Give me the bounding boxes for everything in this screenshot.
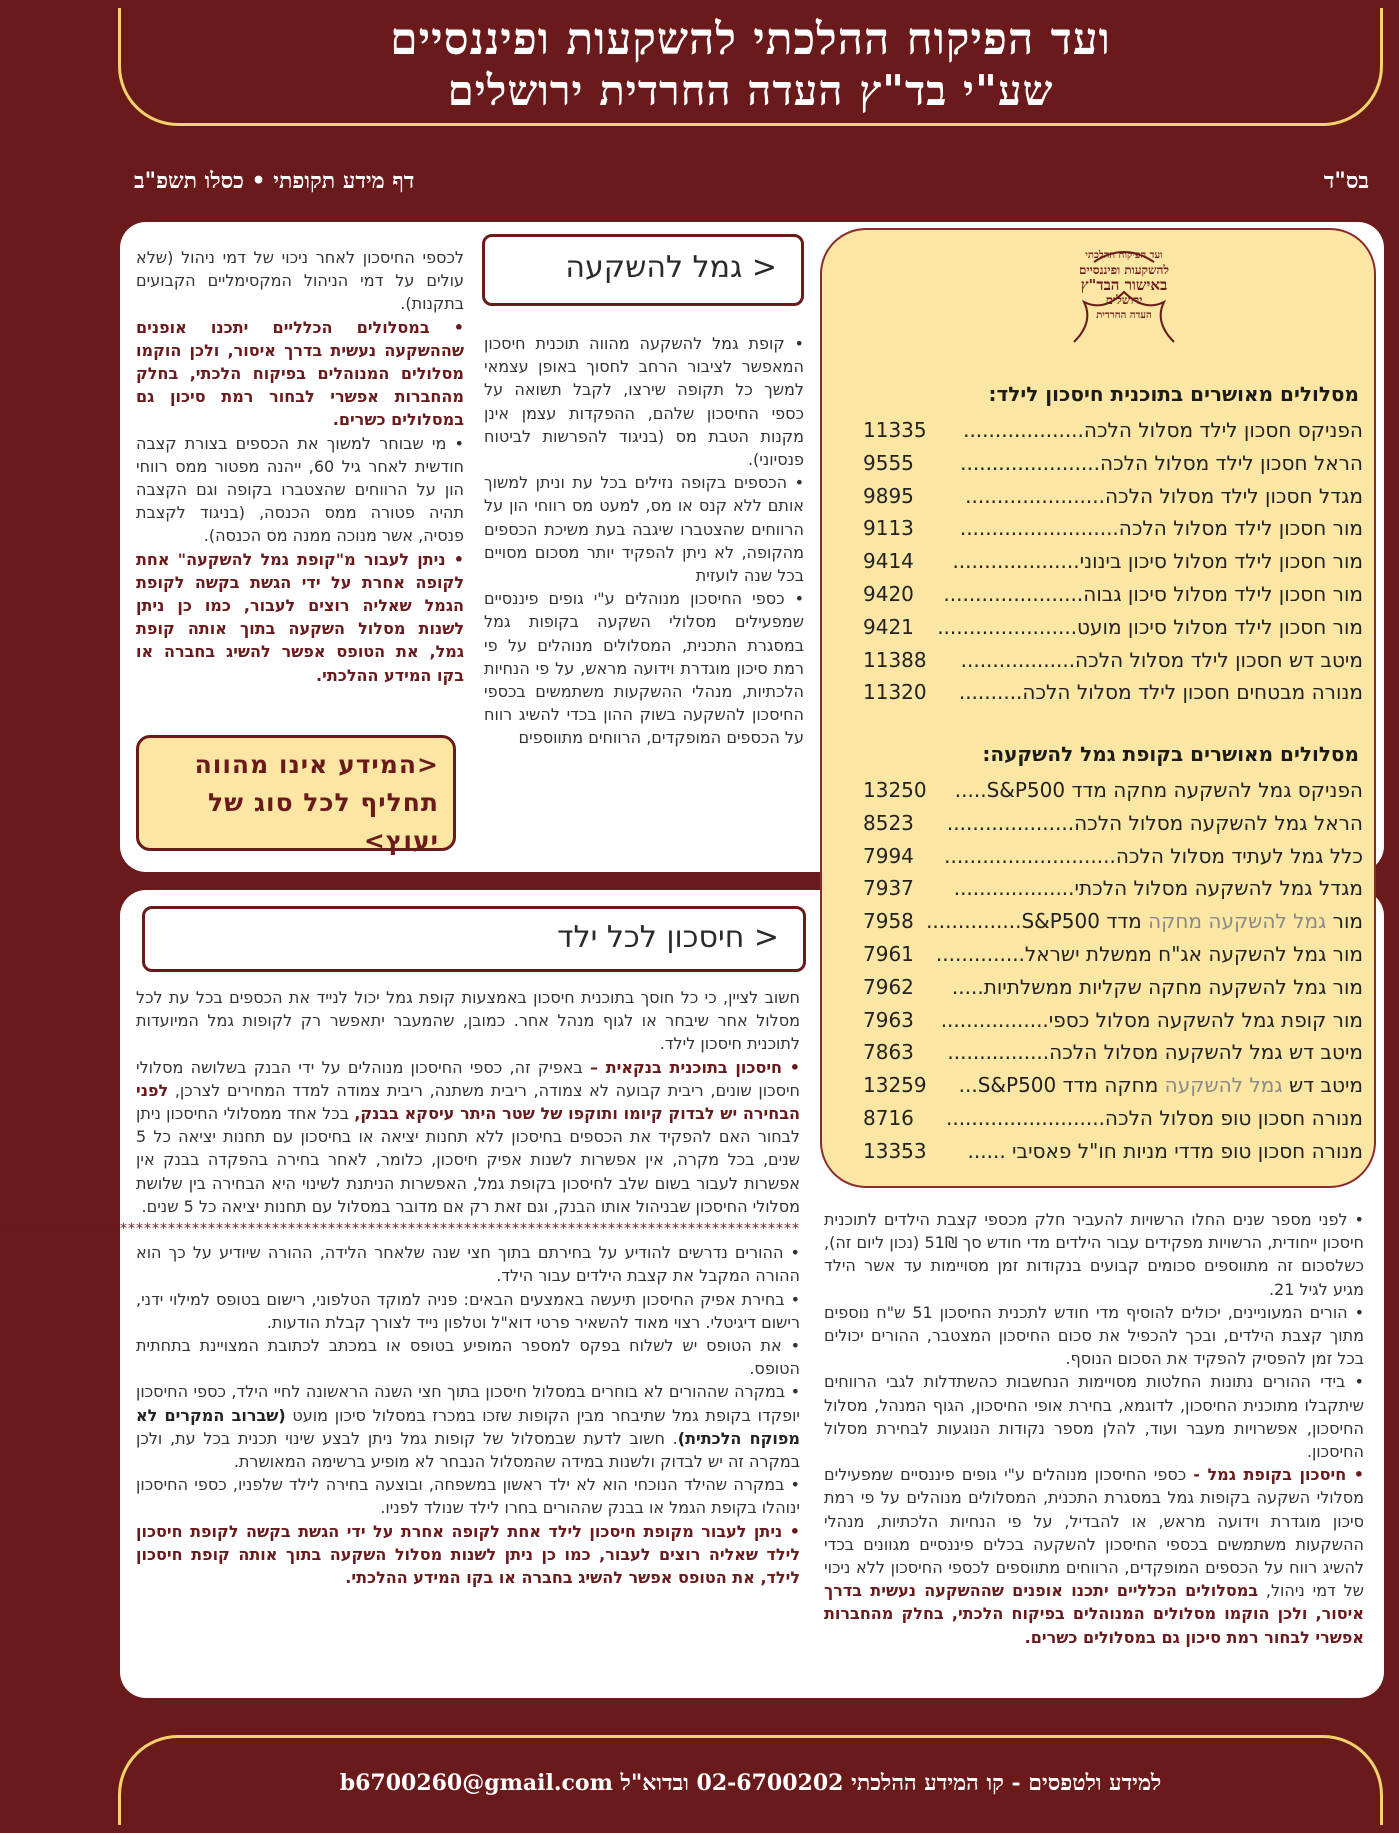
child-tracks-list — [863, 414, 1363, 709]
track-row — [863, 480, 1363, 513]
info-bar — [134, 168, 1369, 204]
track-name-text: הראל חסכון לילד מסלול הלכה...................... — [960, 450, 1363, 475]
track-number: 7963 — [863, 1007, 914, 1032]
right-paragraph: • הורים המעוניינים, יכולים להוסיף מדי חודש לתכנית החיסכון 51 ש"ח נוספים מתוך קצבת הילדים, ובכך להכפיל את סכום החיסכון המצטבר, ההורים יכולים בכל זמן להפסיק להפקיד את הסכום הנוסף. — [824, 1302, 1365, 1369]
track-name-text: הפניקס גמל להשקעה מחקה מדד S&P500..... — [954, 778, 1363, 802]
header-title: ועד הפיקוח ההלכתי להשקעות ופיננסיים — [390, 14, 1111, 65]
track-name-text: מור חסכון לילד מסלול סיכון בינוני.................... — [952, 549, 1363, 574]
left-paragraph: לכספי החיסכון לאחר ניכוי של דמי ניהול (שלא עולים על דמי הניהול המקסימליים הקבועים בתקנות). — [136, 248, 464, 314]
gemel-section-title: < גמל להשקעה — [482, 234, 804, 306]
track-row — [863, 1102, 1363, 1135]
child-bullet: • את הטופס יש לשלוח בפקס למספר המופיע בטופס או במכתב לכתובת המצויינת בתחתית הטופס. — [136, 1336, 800, 1379]
track-row — [863, 840, 1363, 873]
track-name — [959, 1069, 1363, 1102]
track-number: 7961 — [863, 941, 914, 966]
child-bullet — [136, 1380, 800, 1473]
track-name-text: הפניקס חסכון לילד מסלול הלכה................... — [963, 418, 1363, 442]
track-name — [955, 774, 1363, 807]
track-row — [863, 1004, 1363, 1037]
footer-banner — [118, 1735, 1383, 1825]
star-divider: **************************************************************************************************** — [0, 1221, 800, 1238]
track-number: 9555 — [863, 450, 914, 475]
disclaimer-line2: תחליף לכל סוג של יעוץ> — [208, 788, 439, 855]
track-row — [863, 611, 1363, 644]
seal-line2: להשקעות ופיננסיים — [1079, 263, 1169, 277]
child-bullet: • ההורים נדרשים להודיע על בחירתם בתוך חצי שנה שלאחר הלידה, ההורה שיודיע על כך הוא ההורה המקבל את קצבת הילדים עבור הילד. — [136, 1243, 800, 1286]
track-row — [863, 807, 1363, 840]
child-tracks-heading: מסלולים מאושרים בתוכנית חיסכון לילד: — [988, 382, 1359, 406]
seal-line3: באישור הבד"ץ — [1080, 276, 1168, 294]
track-number: 9421 — [863, 614, 914, 639]
track-name-gray: גמל להשקעה מחקה — [1148, 909, 1327, 934]
track-name-text: מיטב דש גמל להשקעה מסלול הלכה................ — [947, 1040, 1363, 1065]
child-intro: חשוב לציין, כי כל חוסך בתוכנית חיסכון באמצעות קופת גמל יכול לנייד את הכספים בכל עת לכל מסלול אחר שיבחר או לגוף מנהל אחר. כמובן, שהמעבר יתאפשר רק לקופות גמל המיועדות לתוכנית חיסכון לילד. — [136, 988, 800, 1054]
track-number: 7994 — [863, 843, 914, 868]
track-name-text: מור חסכון לילד מסלול הלכה......................... — [959, 516, 1363, 541]
left-paragraph-bold: • ניתן לעבור מ"קופת גמל להשקעה" אחת לקופה אחרת על ידי הגשת בקשה לקופת הגמל שאליה רוצים לעבור, כמו כן ניתן לשנות מסלול השקעה בתוך אותה קופת גמל, את הטופס אפשר להשיג בחברה או בקו המידע ההלכתי. — [136, 549, 464, 685]
track-name-tail: מחקה מדד S&P500... — [958, 1073, 1165, 1098]
track-row — [863, 938, 1363, 971]
bank-text: באפיק זה, כספי החיסכון מנוהלים על ידי הבנק בשלושה מסלולי חיסכון שונים, ריבית קבועה לא צמודה, ריבית משתנה, ריבית צמודה למדד המחירים לצרכן, — [136, 1057, 800, 1100]
child-bullet-text: • במקרה שההורים לא בוחרים במסלול חיסכון בתוך חצי השנה הראשונה לחיי הילד, כספי החיסכון יופקדו בקופת גמל שתיבחר מבין הקופות שזכו במכרז במסלול סיכון מועט — [136, 1382, 801, 1425]
child-bullet-text: . חשוב לדעת שבמסלול של קופות גמל ניתן לבצע שינוי תכנית בכל עת, ולכן במקרה זה יש לבדוק ולשנות במידה שהמסלול הנבחר לא מופיע ברשימה המאושרת. — [136, 1428, 800, 1472]
track-name-text: הראל גמל להשקעה מסלול הלכה.................... — [946, 810, 1363, 835]
track-name — [965, 480, 1363, 513]
track-name — [936, 938, 1363, 971]
track-row — [863, 971, 1363, 1004]
track-name — [960, 512, 1363, 545]
track-number: 11335 — [863, 418, 927, 442]
child-savings-column — [0, 986, 801, 1589]
track-name — [946, 1102, 1363, 1135]
track-row — [863, 447, 1363, 480]
track-row — [863, 644, 1363, 677]
track-name — [947, 807, 1363, 840]
track-row — [863, 774, 1363, 807]
child-bullet-bold: (שברוב המקרים לא מפוקח הלכתית) — [136, 1405, 801, 1448]
track-name-gray: גמל להשקעה — [1164, 1073, 1283, 1098]
track-number: 11388 — [863, 647, 927, 672]
track-name-text: מנורה חסכון טופ מדדי מניות חו"ל פאסיבי ...... — [967, 1138, 1363, 1163]
gemel-tracks-heading: מסלולים מאושרים בקופת גמל להשקעה: — [982, 742, 1359, 766]
track-number: 9420 — [863, 581, 914, 606]
track-row — [863, 1036, 1363, 1069]
gemel-paragraph: • קופת גמל להשקעה מהווה תוכנית חיסכון המאפשר לציבור הרחב לחסוך באופן עצמאי למשך כל תקופה שירצו, לקבל תשואה על כספי החיסכון שלהם, ההפקדות עצמן אינן מקנות הטבת מס (בניגוד להפרשות לביטוח פנסיוני). — [484, 334, 804, 470]
track-name-text: מור קופת גמל להשקעה מסלול כספי................. — [940, 1007, 1363, 1032]
track-number: 11320 — [863, 680, 927, 705]
track-name-text: מיטב דש חסכון לילד מסלול הלכה.................. — [960, 647, 1363, 672]
footer-text: למידע ולטפסים - קו המידע ההלכתי 02-6700202 ובדוא"ל — [612, 1770, 1162, 1796]
right-bottom-column — [824, 1208, 1364, 1649]
track-row — [863, 1069, 1363, 1102]
track-name-text: מור חסכון לילד מסלול סיכון מועט...................... — [937, 614, 1363, 639]
track-number: 7863 — [863, 1040, 914, 1065]
track-row — [863, 414, 1363, 447]
track-name — [926, 905, 1363, 938]
track-name-text: מור גמל להשקעה מחקה שקליות ממשלתיות..... — [951, 974, 1363, 999]
child-savings-title: < חיסכון לכל ילד — [142, 906, 806, 972]
track-number: 8716 — [863, 1105, 914, 1130]
track-number: 8523 — [863, 810, 914, 835]
bank-text: בכל אחד ממסלולי החיסכון ניתן לבחור האם להפקיד את הכספים בחיסכון ללא תחנות יציאה או בחיסכון עם תחנות יציאה כל 5 שנים, בכל מקרה, אין אפשרות לשנות אפיק חיסכון, כלומר, לאחר בחירה בהפקדה בבנק אין אפשרות לעבור בשום שלב לחיסכון בקופת גמל, האפשרות הניתנת לשינוי היא הבחירה בין שלושת מסלולי החיסכון שבניהול אותו הבנק, וגם זאת רק אם מדובר במסלול עם תחנות יציאה כל 5 שנים. — [136, 1104, 800, 1216]
left-paragraph: • מי שבוחר למשוך את הכספים בצורת קצבה חודשית לאחר גיל 60, ייהנה מפטור ממס רווחי הון על הרווחים שהצטברו בקופה וגם הקצבה תהיה פטורה ממס הכנסה, (בניגוד לקצבת פנסיה, אשר מנוכה ממנה מס הכנסה). — [136, 433, 465, 546]
track-name — [944, 840, 1363, 873]
track-row — [863, 676, 1363, 709]
track-row — [863, 545, 1363, 578]
footer-email[interactable]: b6700260@gmail.com — [339, 1770, 613, 1796]
track-name — [952, 971, 1363, 1004]
track-name — [937, 611, 1363, 644]
left-paragraph-bold: • במסלולים הכלליים יתכנו אופנים שההשקעה נעשית בדרך איסור, ולכן הוקמו מסלולים המנוהלים בפיקוח הלכתי, בחלק מהחברות אפשרי לבחור רמת סיכון גם במסלולים כשרים. — [136, 317, 464, 430]
track-name-text: מור גמל להשקעה אג"ח ממשלת ישראל.............. — [935, 941, 1363, 966]
track-name-text: מגדל חסכון לילד מסלול הלכה...................... — [965, 483, 1363, 508]
gemel-savings-paragraph — [824, 1463, 1364, 1649]
track-name-text: מור — [1326, 909, 1363, 934]
track-number: 9414 — [863, 549, 914, 574]
header-subtitle: שע"י בד"ץ העדה החרדית ירושלים — [447, 66, 1054, 115]
child-bullet-bold: • ניתן לעבור מקופת חיסכון לילד אחת לקופה אחרת על ידי הגשת בקשה לקופת חיסכון לילד שאליה רוצים לעבור, כמו כן ניתן לשנות מסלול השקעה בתוך אותה קופת חיסכון לילד, את הטופס אפשר להשיג בחברה או בקו המידע ההלכתי. — [136, 1521, 800, 1588]
track-name-text: מור חסכון לילד מסלול סיכון גבוה...................... — [943, 581, 1363, 606]
track-row — [863, 578, 1363, 611]
disclaimer-box — [136, 735, 456, 855]
track-row — [863, 905, 1363, 938]
track-number: 9895 — [863, 483, 914, 508]
gemel-savings-bold: במסלולים הכלליים יתכנו אופנים שההשקעה נעשית בדרך איסור, ולכן הוקמו מסלולים המנוהלים בפיקוח הלכתי, בחלק מהחברות אפשרי לבחור רמת סיכון גם במסלולים כשרים. — [824, 1581, 1364, 1647]
track-number: 13353 — [863, 1138, 927, 1163]
track-name — [959, 676, 1363, 709]
track-name — [963, 414, 1363, 447]
gemel-paragraph: • כספי החיסכון מנוהלים ע"י גופים פיננסיים שמפעילים מסלולי השקעה בקופות גמל במסגרת התכנית, המסלולים מנוהלים על פי רמת סיכון מוגדרת וידועה מראש, על פי הנחיות הלכתיות, מנהלי ההשקעות משתמשים בכספי החיסכון להשקעה בשוק ההון בכדי להשיג רווח על הכספים המופקדים, הרווחים מתווספים — [484, 589, 804, 748]
track-name — [941, 1004, 1363, 1037]
gemel-savings-text: כספי החיסכון מנוהלים ע"י גופים פיננסיים שמפעילים מסלולי השקעה בקופות גמל במסגרת התכנית, המסלולים מנוהלים על פי רמת סיכון מוגדרת וידועה מראש, או להבדיל, על פי הנחיות הלכתיות, מנהלי ההשקעות משתמשים בכספי החיסכון להשקעה בכלים פיננסיים מגוונים בכדי להשיג רווח על הכספים המופקדים, הרווחים מתווספים לכספי החיסכון ללא ניכוי של דמי ניהול, — [824, 1465, 1364, 1601]
track-name — [960, 447, 1363, 480]
track-number: 7937 — [863, 876, 914, 901]
track-name-text: מיטב דש — [1282, 1073, 1363, 1098]
track-number: 9113 — [863, 516, 914, 541]
bank-savings-lead: • חיסכון בתוכנית בנקאית – — [589, 1057, 800, 1077]
gemel-savings-lead: • חיסכון בקופת גמל - — [1193, 1465, 1364, 1485]
track-number: 7962 — [863, 974, 914, 999]
bank-warning: לפני הבחירה יש לבדוק קיומו ותוקפו של שטר היתר עיסקא בבנק, — [136, 1080, 800, 1124]
track-name — [952, 545, 1363, 578]
gemel-column — [484, 332, 804, 750]
child-bullet: • בחירת אפיק החיסכון תיעשה באמצעים הבאים: פניה למוקד הטלפוני, רישום בטופס למילוי ידני, רישום דיגיטלי. רצוי מאוד להשאיר פרטי דוא"ל וטלפון נייד לצורך קבלת הודעות. — [136, 1289, 800, 1332]
track-row — [863, 1135, 1363, 1168]
track-name — [961, 644, 1363, 677]
seal-line1: ועד הפיקוח ההלכתי — [1085, 250, 1163, 261]
gemel-paragraph: • הכספים בקופה נזילים בכל עת וניתן למשוך אותם ללא קנס או מס, למעט מס רווחי הון על הרווחים שהצטברו שיגבה בעת משיכת הכספים מהקופה, לא ניתן להפקיד יותר מסכום מסויים בכל שנה לועזית — [484, 473, 804, 586]
track-name-text: כלל גמל לעתיד מסלול הלכה........................... — [944, 843, 1363, 868]
seal-line5: העדה החרדית — [1096, 310, 1152, 321]
disclaimer-line1: <המידע אינו מהווה — [194, 750, 439, 779]
track-row — [863, 512, 1363, 545]
track-name — [954, 872, 1363, 905]
track-number: 13259 — [863, 1073, 927, 1098]
track-number: 13250 — [863, 778, 927, 802]
track-name — [947, 1036, 1363, 1069]
track-name-text: מגדל גמל להשקעה מסלול הלכתי................... — [953, 876, 1363, 901]
track-name-tail: מדד S&P500............... — [926, 909, 1149, 934]
bs-d-mark: בס"ד — [1323, 168, 1369, 194]
kashrut-seal-logo — [1064, 242, 1184, 360]
track-name-text: מנורה חסכון טופ מסלול הלכה......................... — [945, 1105, 1363, 1130]
seal-line4: ירושלים — [1105, 293, 1143, 307]
track-name — [943, 578, 1363, 611]
track-number: 7958 — [863, 909, 914, 934]
header-banner — [118, 8, 1383, 126]
child-bullet: • במקרה שהילד הנוכחי הוא לא ילד ראשון במשפחה, ובוצעה בחירה לילד שלפניו, כספי החיסכון ינוהלו בקופת הגמל או בבנק שההורים בחרו לילד שנולד לפניו. — [136, 1475, 800, 1518]
right-paragraph: • לפני מספר שנים החלו הרשויות להעביר חלק מכספי קצבת הילדים לתוכנית חיסכון ייחודית, הרשויות מפקידים עבור הילדים מדי חודש סך 51₪ (נכון ליום זה), כשלסכום זה מתווספים סכומים קבועים בנקודות זמן מסויימות עד אשר הילד מגיע לגיל 21. — [824, 1210, 1364, 1299]
track-name — [968, 1135, 1363, 1168]
right-paragraph: • בידי ההורים נתונות החלטות מסויימות הנחשבות כהשתדלות לגבי הרווחים שיתקבלו מתוכנית החיסכון, לדוגמא, בחירת אופי החיסכון, הגוף המנהל, מסלול החיסכון, אפשרויות מעבר ועוד, להלן מספר נקודות הנוגעות לבחירת מסלול החיסכון. — [824, 1372, 1364, 1462]
track-row — [863, 872, 1363, 905]
bank-savings-paragraph — [136, 1056, 800, 1218]
left-column — [136, 246, 464, 687]
track-name-text: מנורה מבטחים חסכון לילד מסלול הלכה.......... — [958, 680, 1363, 705]
sheet-date: דף מידע תקופתי • כסלו תשפ"ב — [134, 168, 415, 194]
gemel-tracks-list — [863, 774, 1363, 1168]
